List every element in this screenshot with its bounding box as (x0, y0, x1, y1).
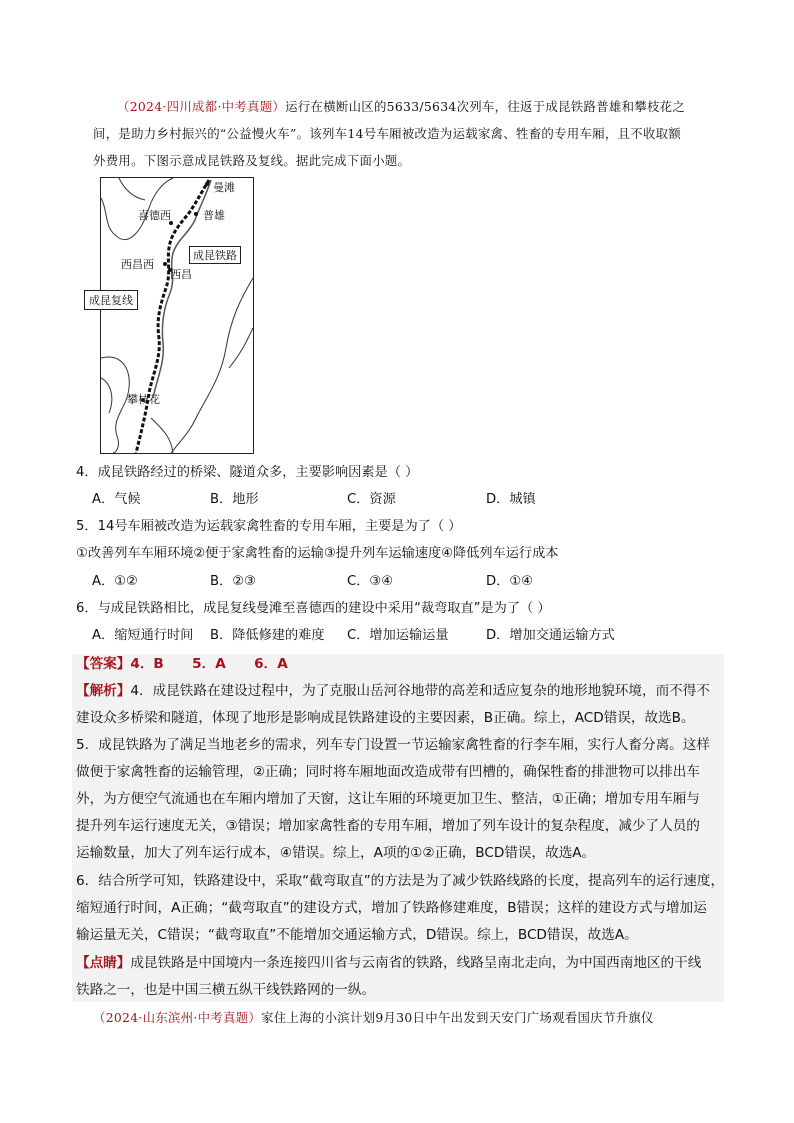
question-6-stem: 6．与成昆铁路相比，成昆复线曼滩至喜德西的建设中采用“裁弯取直”是为了（ ） (76, 601, 551, 616)
map-place-mantan: 曼滩 (213, 181, 235, 194)
question-6-option-a: A．缩短通行时间 (92, 628, 194, 643)
analysis-tag: 【解析】 (76, 683, 131, 699)
intro-line-2: 间，是助力乡村振兴的“公益慢火车”。该列车14号车厢被改造为运载家禽、牲畜的专用车厢，且不收取额 (93, 126, 682, 141)
intro-paragraph (93, 93, 723, 174)
question-6-option-b: B．降低修建的难度 (210, 628, 325, 643)
intro-line-3: 外费用。下图示意成昆铁路及复线。据此完成下面小题。 (93, 153, 411, 168)
comment-tag: 【点睛】 (76, 955, 131, 971)
analysis-5-line-2: 做便于家禽牲畜的运输管理，②正确；同时将车厢地面改造成带有凹槽的，确保牲畜的排泄物可以排出车 (76, 764, 700, 780)
next-question-source: （2024·山东滨州·中考真题） (93, 1010, 262, 1025)
answer-text: 4．B 5．A 6．A (130, 656, 288, 672)
map-place-puxiong: 普雄 (203, 209, 225, 222)
comment-line-1: 【点睛】成昆铁路是中国境内一条连接四川省与云南省的铁路，线路呈南北走向，为中国西南地区的干线 (76, 955, 702, 971)
question-5-option-b: B．②③ (210, 574, 256, 589)
map-place-xichangxi: 西昌西 (121, 258, 154, 271)
analysis-5-line-5: 运输数量，加大了列车运行成本，④错误。综上，A项的①②正确，BCD错误，故选A。 (76, 845, 596, 861)
question-6-option-d: D．增加交通运输方式 (486, 628, 615, 643)
intro-line-1: （2024·四川成都·中考真题）运行在横断山区的5633/5634次列车，往返于成昆铁路普雄和攀枝花之 (117, 99, 686, 114)
comment-line-2: 铁路之一，也是中国三横五纵干线铁路网的一纵。 (76, 982, 376, 998)
analysis-4-line-1: 【解析】4．成昆铁路在建设过程中，为了克服山岳河谷地带的高差和适应复杂的地形地貌环境，而不得不 (76, 683, 710, 699)
map-label-chengkun-railway: 成昆铁路 (189, 246, 241, 264)
next-question-intro: （2024·山东滨州·中考真题）家住上海的小滨计划9月30日中午出发到天安门广场观看国庆节升旗仪 (93, 1010, 654, 1025)
analysis-4-line-2: 建设众多桥梁和隧道，体现了地形是影响成昆铁路建设的主要因素，B正确。综上，ACD错误，故选B。 (76, 710, 695, 726)
map-drawing (101, 178, 253, 453)
map-label-chengkun-second-line: 成昆复线 (84, 290, 138, 310)
railway-map (89, 177, 254, 454)
question-5-stem: 5．14号车厢被改造为运载家禽牲畜的专用车厢，主要是为了（ ） (76, 519, 462, 534)
analysis-6-line-1: 6．结合所学可知，铁路建设中，采取“截弯取直”的方法是为了减少铁路线路的长度，提高列车的运行速度， (76, 873, 725, 889)
question-4-option-a: A．气候 (92, 492, 141, 507)
question-5-option-d: D．①④ (486, 574, 533, 589)
analysis-6-line-3: 输运量无关，C错误；“截弯取直”不能增加交通运输方式，D错误。综上，BCD错误，故选A。 (76, 927, 638, 943)
question-5-option-a: A．①② (92, 574, 138, 589)
map-place-xidexi: 喜德西 (138, 209, 171, 222)
question-4-option-c: C．资源 (347, 492, 396, 507)
question-5-option-c: C．③④ (347, 574, 394, 589)
question-5-choices: ①改善列车车厢环境②便于家禽牲畜的运输③提升列车运输速度④降低列车运行成本 (76, 546, 559, 561)
answer-line (76, 654, 288, 674)
analysis-6-line-2: 缩短通行时间，A正确；“截弯取直”的建设方式，增加了铁路修建难度，B错误；这样的建设方式与增加运 (76, 900, 707, 916)
analysis-5-line-1: 5．成昆铁路为了满足当地老乡的需求，列车专门设置一节运输家禽牲畜的行李车厢，实行人畜分离。这样 (76, 737, 710, 753)
answer-tag: 【答案】 (76, 656, 131, 672)
question-4-option-b: B．地形 (210, 492, 259, 507)
map-place-panzhihua: 攀枝花 (127, 393, 160, 406)
question-4-option-d: D．城镇 (486, 492, 536, 507)
intro-source: （2024·四川成都·中考真题） (117, 99, 286, 114)
analysis-5-line-3: 外，为方便空气流通也在车厢内增加了天窗，这让车厢的环境更加卫生、整洁，①正确；增加专用车厢与 (76, 791, 700, 807)
analysis-5-line-4: 提升列车运行速度无关，③错误；增加家禽牲畜的专用车厢，增加了列车设计的复杂程度，减少了人员的 (76, 818, 700, 834)
question-6-option-c: C．增加运输运量 (347, 628, 449, 643)
map-place-xichang: 西昌 (170, 268, 192, 281)
question-4-stem: 4．成昆铁路经过的桥梁、隧道众多，主要影响因素是（ ） (76, 465, 419, 480)
